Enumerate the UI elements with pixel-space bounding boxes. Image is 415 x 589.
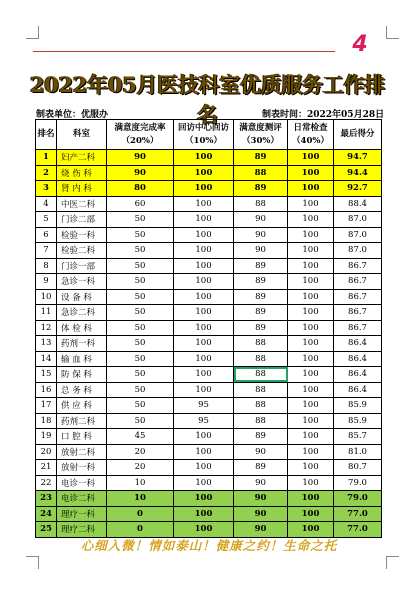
score-cell: 87.0	[334, 212, 382, 228]
survey-cell: 88	[234, 413, 288, 429]
inspection-cell: 100	[288, 429, 334, 445]
completion-cell: 50	[107, 351, 174, 367]
callback-cell: 100	[174, 258, 234, 274]
table-row	[36, 181, 382, 197]
callback-cell: 100	[174, 227, 234, 243]
survey-cell: 90	[234, 444, 288, 460]
callback-cell: 100	[174, 351, 234, 367]
callback-cell: 100	[174, 196, 234, 212]
score-cell: 86.4	[334, 336, 382, 352]
department-cell: 供 应 科	[57, 398, 107, 414]
inspection-cell: 100	[288, 289, 334, 305]
inspection-cell: 100	[288, 243, 334, 259]
callback-cell: 100	[174, 165, 234, 181]
survey-cell: 89	[234, 289, 288, 305]
score-cell: 86.7	[334, 258, 382, 274]
completion-cell: 90	[107, 150, 174, 166]
score-cell: 86.7	[334, 289, 382, 305]
completion-cell: 0	[107, 522, 174, 538]
crop-mark-top-left	[26, 26, 39, 39]
table-row	[36, 165, 382, 181]
callback-cell: 95	[174, 413, 234, 429]
completion-cell: 45	[107, 429, 174, 445]
table-row	[36, 305, 382, 321]
completion-cell: 50	[107, 274, 174, 290]
department-cell: 肾 内 科	[57, 181, 107, 197]
rank-cell: 9	[36, 274, 57, 290]
score-cell: 94.4	[334, 165, 382, 181]
rank-cell: 13	[36, 336, 57, 352]
department-cell: 设 备 科	[57, 289, 107, 305]
inspection-cell: 100	[288, 336, 334, 352]
department-cell: 总 务 科	[57, 382, 107, 398]
survey-cell: 88	[234, 165, 288, 181]
completion-cell: 20	[107, 444, 174, 460]
inspection-cell: 100	[288, 506, 334, 522]
department-cell: 理疗一科	[57, 506, 107, 522]
table-row	[36, 506, 382, 522]
completion-cell: 50	[107, 320, 174, 336]
survey-cell: 90	[234, 212, 288, 228]
completion-cell: 10	[107, 475, 174, 491]
completion-cell: 90	[107, 165, 174, 181]
table-row	[36, 382, 382, 398]
col-header-rank: 排名	[36, 120, 57, 150]
callback-cell: 100	[174, 506, 234, 522]
table-row	[36, 274, 382, 290]
survey-cell: 90	[234, 506, 288, 522]
rank-cell: 21	[36, 460, 57, 476]
survey-cell: 88	[234, 398, 288, 414]
inspection-cell: 100	[288, 227, 334, 243]
inspection-cell: 100	[288, 382, 334, 398]
rank-cell: 25	[36, 522, 57, 538]
page-number: 4	[352, 32, 368, 57]
score-cell: 86.4	[334, 367, 382, 383]
score-cell: 85.9	[334, 413, 382, 429]
footer-slogan: 心细入微！情如泰山！健康之约！生命之托	[80, 538, 338, 553]
callback-cell: 100	[174, 460, 234, 476]
callback-cell: 100	[174, 150, 234, 166]
table-row	[36, 289, 382, 305]
score-cell: 79.0	[334, 491, 382, 507]
department-cell: 烧 伤 科	[57, 165, 107, 181]
inspection-cell: 100	[288, 444, 334, 460]
callback-cell: 100	[174, 444, 234, 460]
header-rule	[33, 51, 335, 52]
inspection-cell: 100	[288, 475, 334, 491]
department-cell: 妇产二科	[57, 150, 107, 166]
callback-cell: 100	[174, 522, 234, 538]
rank-cell: 4	[36, 196, 57, 212]
department-cell: 输 血 科	[57, 351, 107, 367]
inspection-cell: 100	[288, 320, 334, 336]
inspection-cell: 100	[288, 274, 334, 290]
survey-cell: 90	[234, 243, 288, 259]
inspection-cell: 100	[288, 491, 334, 507]
inspection-cell: 100	[288, 398, 334, 414]
survey-cell: 90	[234, 227, 288, 243]
department-cell: 放射二科	[57, 444, 107, 460]
table-row	[36, 227, 382, 243]
survey-cell: 88	[234, 196, 288, 212]
survey-cell: 90	[234, 522, 288, 538]
inspection-cell: 100	[288, 212, 334, 228]
survey-cell: 89	[234, 274, 288, 290]
inspection-cell: 100	[288, 196, 334, 212]
survey-cell: 88	[234, 367, 288, 383]
score-cell: 81.0	[334, 444, 382, 460]
table-row	[36, 367, 382, 383]
completion-cell: 80	[107, 181, 174, 197]
table-row	[36, 491, 382, 507]
table-body	[36, 150, 382, 538]
survey-cell: 89	[234, 429, 288, 445]
rank-cell: 19	[36, 429, 57, 445]
inspection-cell: 100	[288, 150, 334, 166]
score-cell: 86.4	[334, 382, 382, 398]
rank-cell: 1	[36, 150, 57, 166]
department-cell: 急诊一科	[57, 274, 107, 290]
callback-cell: 100	[174, 320, 234, 336]
table-row	[36, 243, 382, 259]
completion-cell: 0	[107, 506, 174, 522]
department-cell: 药剂二科	[57, 413, 107, 429]
rank-cell: 8	[36, 258, 57, 274]
callback-cell: 100	[174, 181, 234, 197]
callback-cell: 100	[174, 382, 234, 398]
col-header-satisfaction-completion: 满意度完成率（20%）	[107, 120, 174, 150]
department-cell: 体 检 科	[57, 320, 107, 336]
completion-cell: 50	[107, 258, 174, 274]
survey-cell: 89	[234, 181, 288, 197]
callback-cell: 100	[174, 212, 234, 228]
survey-cell: 90	[234, 475, 288, 491]
col-header-department: 科室	[57, 120, 107, 150]
survey-cell: 88	[234, 351, 288, 367]
rank-cell: 12	[36, 320, 57, 336]
table-row	[36, 212, 382, 228]
completion-cell: 50	[107, 227, 174, 243]
department-cell: 电诊二科	[57, 491, 107, 507]
department-cell: 中医二科	[57, 196, 107, 212]
col-header-final-score: 最后得分	[334, 120, 382, 150]
survey-cell: 89	[234, 150, 288, 166]
rank-cell: 24	[36, 506, 57, 522]
table-row	[36, 336, 382, 352]
survey-cell: 90	[234, 491, 288, 507]
issue-date: 制表时间：2022年05月28日	[262, 110, 385, 120]
department-cell: 药剂一科	[57, 336, 107, 352]
department-cell: 门诊一部	[57, 258, 107, 274]
score-cell: 77.0	[334, 522, 382, 538]
completion-cell: 50	[107, 398, 174, 414]
crop-mark-top-right	[386, 26, 399, 39]
inspection-cell: 100	[288, 351, 334, 367]
completion-cell: 60	[107, 196, 174, 212]
department-cell: 放射一科	[57, 460, 107, 476]
completion-cell: 20	[107, 460, 174, 476]
rank-cell: 23	[36, 491, 57, 507]
department-cell: 电诊一科	[57, 475, 107, 491]
rank-cell: 16	[36, 382, 57, 398]
department-cell: 门诊二部	[57, 212, 107, 228]
completion-cell: 10	[107, 491, 174, 507]
rank-cell: 18	[36, 413, 57, 429]
survey-cell: 88	[234, 382, 288, 398]
callback-cell: 100	[174, 367, 234, 383]
survey-cell: 89	[234, 258, 288, 274]
col-header-callback-center: 回访中心回访（10%）	[174, 120, 234, 150]
table-row	[36, 429, 382, 445]
survey-cell: 89	[234, 320, 288, 336]
col-header-satisfaction-survey: 满意度测评（30%）	[234, 120, 288, 150]
table-row	[36, 413, 382, 429]
callback-cell: 100	[174, 305, 234, 321]
department-cell: 检验一科	[57, 227, 107, 243]
table-row	[36, 475, 382, 491]
score-cell: 86.7	[334, 274, 382, 290]
score-cell: 80.7	[334, 460, 382, 476]
score-cell: 86.7	[334, 320, 382, 336]
table-row	[36, 398, 382, 414]
callback-cell: 100	[174, 243, 234, 259]
crop-mark-bottom-right	[386, 556, 399, 569]
score-cell: 87.0	[334, 227, 382, 243]
page-title: 2022年05月医技科室优质服务工作排名	[30, 72, 385, 127]
completion-cell: 50	[107, 336, 174, 352]
col-header-daily-inspection: 日常检查（40%）	[288, 120, 334, 150]
score-cell: 85.7	[334, 429, 382, 445]
table-row	[36, 150, 382, 166]
table-row	[36, 522, 382, 538]
table-row	[36, 258, 382, 274]
rank-cell: 20	[36, 444, 57, 460]
crop-mark-bottom-left	[26, 556, 39, 569]
survey-cell: 89	[234, 305, 288, 321]
score-cell: 86.7	[334, 305, 382, 321]
inspection-cell: 100	[288, 165, 334, 181]
completion-cell: 50	[107, 305, 174, 321]
completion-cell: 50	[107, 367, 174, 383]
rank-cell: 5	[36, 212, 57, 228]
callback-cell: 100	[174, 491, 234, 507]
rank-cell: 6	[36, 227, 57, 243]
inspection-cell: 100	[288, 305, 334, 321]
callback-cell: 100	[174, 289, 234, 305]
callback-cell: 100	[174, 336, 234, 352]
completion-cell: 50	[107, 289, 174, 305]
department-cell: 防 保 科	[57, 367, 107, 383]
callback-cell: 100	[174, 475, 234, 491]
callback-cell: 95	[174, 398, 234, 414]
department-cell: 检验二科	[57, 243, 107, 259]
inspection-cell: 100	[288, 181, 334, 197]
rank-cell: 2	[36, 165, 57, 181]
rank-cell: 22	[36, 475, 57, 491]
inspection-cell: 100	[288, 522, 334, 538]
inspection-cell: 100	[288, 413, 334, 429]
callback-cell: 100	[174, 274, 234, 290]
inspection-cell: 100	[288, 460, 334, 476]
table-row	[36, 444, 382, 460]
rank-cell: 14	[36, 351, 57, 367]
rank-cell: 17	[36, 398, 57, 414]
table-row	[36, 320, 382, 336]
rank-cell: 10	[36, 289, 57, 305]
table-row	[36, 351, 382, 367]
department-cell: 急诊二科	[57, 305, 107, 321]
issuing-unit: 制表单位：优服办	[36, 110, 109, 120]
score-cell: 88.4	[334, 196, 382, 212]
inspection-cell: 100	[288, 367, 334, 383]
score-cell: 79.0	[334, 475, 382, 491]
rank-cell: 3	[36, 181, 57, 197]
rank-cell: 11	[36, 305, 57, 321]
table-row	[36, 460, 382, 476]
table-header-row	[36, 120, 382, 150]
callback-cell: 100	[174, 429, 234, 445]
completion-cell: 50	[107, 413, 174, 429]
department-cell: 理疗二科	[57, 522, 107, 538]
ranking-table	[35, 119, 382, 538]
score-cell: 94.7	[334, 150, 382, 166]
score-cell: 77.0	[334, 506, 382, 522]
survey-cell: 88	[234, 336, 288, 352]
completion-cell: 50	[107, 243, 174, 259]
score-cell: 92.7	[334, 181, 382, 197]
rank-cell: 15	[36, 367, 57, 383]
department-cell: 口 腔 科	[57, 429, 107, 445]
table-row	[36, 196, 382, 212]
survey-cell: 89	[234, 460, 288, 476]
score-cell: 86.4	[334, 351, 382, 367]
rank-cell: 7	[36, 243, 57, 259]
score-cell: 85.9	[334, 398, 382, 414]
completion-cell: 50	[107, 212, 174, 228]
inspection-cell: 100	[288, 258, 334, 274]
score-cell: 87.0	[334, 243, 382, 259]
completion-cell: 50	[107, 382, 174, 398]
